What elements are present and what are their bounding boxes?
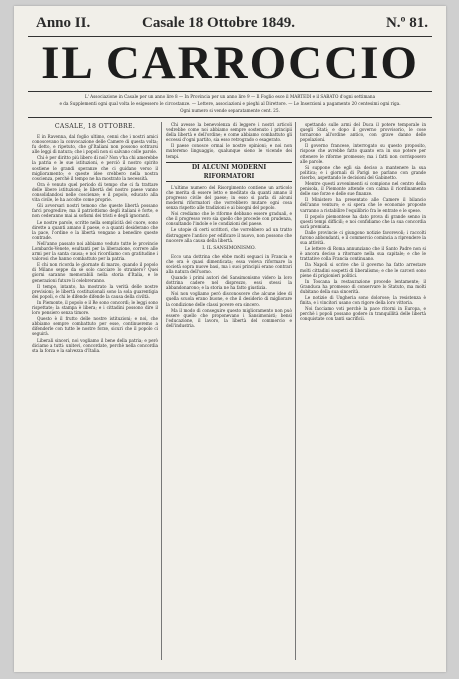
column-heading: CASALE, 18 OTTOBRE. [54, 123, 136, 130]
paragraph: Il paese conosce ormai le nostre opinioni; e noi non muteremo linguaggio, qualunque sieno le vicende dei tempi. [166, 143, 292, 159]
newspaper-page [14, 6, 446, 672]
paragraph: Chi avesse la benevolenza di leggere i nostri articoli vedrebbe come noi abbiamo sempre sostenuto i principii della libertà e dell'ordine; e come abbiamo combattuto gli eccessi d'ogni partito, sia esso retrogrado o esagerato. [166, 122, 292, 143]
subscription-notice-line1: L' Associazione in Casale per un anno lire 8 — In Provincia per un anno lire 9 — Il Foglio esce il MARTEDI e il SABATO d'ogni settimana [84, 94, 376, 99]
paragraph: Si suppone che egli sia deciso a mantenere la sua politica; e i giornali di Parigi ne parlano con grande riserbo, aspettando le decisioni del Gabinetto. [300, 164, 426, 180]
article-column-1 [32, 122, 158, 660]
paragraph: Ora è venuto quel periodo di tempo che ci fa trattare delle libere istituzioni; le libertà del nostro paese vanno consolidandosi nelle coscienze; e il popolo, educato alla vita civile, le ha accolte come proprie. [32, 181, 158, 203]
issue-dateline: Casale 18 Ottobre 1849. [142, 15, 296, 31]
paragraph: Ecco una dottrina che ebbe molti seguaci in Francia e che ora è quasi dimenticata; essa voleva riformare la società sopra nuove basi, ma i suoi principii erano contrari alla natura dell'uomo. [166, 253, 292, 274]
article-column-2 [166, 122, 292, 660]
paragraph: Il tempo, intanto, ha mostrato la verità delle nostre previsioni; le libertà costituzionali sono la sola guarentigia dei popoli, e chi le difende difende la causa della civiltà. [32, 283, 158, 299]
paragraph: Questo è il frutto delle nostre istituzioni; e noi, che abbiamo sempre combattuto per esse, continueremo a difenderle con tutte le nostre forze, sicuri che il popolo ci seguirà. [32, 316, 158, 337]
paragraph: Il popolo piemontese ha dato prova di grande senno in questi tempi difficili; e noi confidiamo che la sua concordia sarà premiata. [300, 213, 426, 229]
paragraph: Liberali sinceri, noi vogliamo il bene della patria; e però diciamo a tutti: unitevi, concordate, perchè nella concordia sta la forza e la salvezza d'Italia. [32, 337, 158, 353]
paragraph: Il governo francese, interrogato su questo proposito, rispose che avrebbe fatto quanto era in suo potere per ottenere le riforme promesse; ma i fatti non corrisposero alle parole. [300, 143, 426, 164]
paragraph: Noi facciamo voti perchè la pace ritorni in Europa, e perchè i popoli possano godere in tranquillità delle libertà conquistate con tanti sacrificii. [300, 306, 426, 322]
paragraph: Mentre questi avvenimenti si compiono nel centro della penisola, il Piemonte attende con calma il riordinamento delle sue forze e delle sue finanze. [300, 181, 426, 197]
paragraph: L'ultimo numero del Risorgimento contiene un articolo che merita di essere letto e meditato da quanti amano il progresso civile del paese; in esso si parla di alcuni moderni riformatori che vorrebbero mutare ogni cosa senza rispetto alle tradizioni e ai bisogni del popolo. [166, 184, 292, 211]
issue-number: N.º 81. [385, 15, 428, 31]
article-column-3 [300, 122, 426, 660]
paragraph: Le lettere di Roma annunziano che il Santo Padre non si è ancora deciso a ritornare nella sua capitale; e che le trattative colla Francia continuano. [300, 246, 426, 262]
paragraph: E chi non ricorda le giornate di marzo, quando il popolo di Milano seppe da sè solo cacciare lo straniero? Quei giorni saranno memorabili nella storia d'Italia, e le generazioni future li celebreranno. [32, 262, 158, 283]
paragraph: Nell'anno passato noi abbiamo veduto tutte le provincie Lombardo-Venete, esultanti per la liberazione, correre alle armi per la santa causa; e noi ricordiamo con gratitudine i valorosi che hanno combattuto per la patria. [32, 240, 158, 262]
paragraph: Le utopie di certi scrittori, che vorrebbero ad un tratto distruggere l'antico per edificare il nuovo, non possono che nuocere alla causa della libertà. [166, 227, 292, 243]
paragraph: Le nostre parole, scritte nella semplicità del cuore, sono dirette a quanti amano il paese, e a quanti desiderano che la pace, l'ordine e la libertà vengano a benedire queste contrade. [32, 219, 158, 240]
section-subhead: I. IL SANSIMONISMO. [202, 245, 256, 251]
paragraph: Noi non vogliamo però disconoscere che alcune idee di quella scuola erano buone, e che il desiderio di migliorare la condizione delle classi povere era sincero. [166, 291, 292, 307]
paragraph: E in Ravenna, dal foglio ultimo, cenni che i nostri amici conoscevano la convocazione delle Camere di questa volta; fu detto, e ripetuto, che gl'Italiani non possono sottrarsi alle leggi di natura; che i popoli non si salvano colle parole. [32, 134, 158, 155]
paragraph: Quando i primi autori del Sansimonismo videro la loro dottrina cadere nel disprezzo, essi stessi la abbandonarono; e la storia ne ha fatto giustizia. [166, 275, 292, 291]
masthead-rule [28, 91, 432, 92]
paragraph: Dalle provincie ci giungono notizie favorevoli; i raccolti furono abbondanti, e il commercio comincia a riprendere la sua attività. [300, 229, 426, 246]
paragraph: Chi è per diritto più libero di noi? Non v'ha chi amerebbe la patria e le sue istituzioni, e perciò il nostro spirito sostiene le grandi speranze che ci guidano verso il miglioramento; e queste idee crebbero nella nostra coscienza, perchè il tempo ne ha mostrato la necessità. [32, 155, 158, 181]
paragraph: spettando sulle armi del Duca il potere temporale in quegli Stati; e dopo il governo provvisorio, le cose tornarono all'ordine antico, con grave danno delle popolazioni. [300, 122, 426, 143]
paragraph: Le notizie di Ungheria sono dolorose; la resistenza è finita, e i vincitori usano con rigore della loro vittoria. [300, 295, 426, 306]
paragraph: In Toscana la restaurazione procede lentamente; il Granduca ha promesso di conservare lo Statuto, ma molti dubitano della sua sincerità. [300, 278, 426, 294]
paragraph: Gli avversari nostri temono che queste libertà possano farci progredire; ma il patriottismo degli italiani è forte, e non cederanno mai ai sofismi dei tristi e degli ignoranti. [32, 203, 158, 219]
subscription-notice-line3: Ogni numero si vende separatamente cent. 25. [180, 108, 280, 113]
masthead-title: IL CARROCCIO [41, 37, 419, 89]
issue-year: Anno II. [36, 15, 91, 31]
paragraph: Da Napoli si scrive che il governo ha fatto arrestare molti cittadini sospetti di liberalismo; e che le carceri sono piene di prigionieri politici. [300, 262, 426, 278]
section-banner: DI ALCUNI MODERNI RIFORMATORI [166, 162, 292, 182]
paragraph: Il Ministero ha presentato alle Camere il bilancio dell'anno venturo; e si spera che le economie proposte varranno a ristabilire l'equilibrio fra le entrate e le spese. [300, 197, 426, 213]
paragraph: In Piemonte, il popolo e il Re sono concordi; le leggi sono rispettate; la stampa è libera; e i cittadini possono dire il loro pensiero senza timore. [32, 299, 158, 316]
column-divider [161, 122, 162, 660]
paragraph: Ma il modo di conseguire questo miglioramento non può essere quello che proponevano i Sansimonisti; bensì l'educazione, il lavoro, la libertà del commercio e dell'industria. [166, 307, 292, 328]
column-divider [295, 122, 296, 660]
paragraph: Noi crediamo che le riforme debbano essere graduali, e che il progresso vero sia quello che procede con prudenza, consultando l'indole e le condizioni del paese. [166, 211, 292, 227]
notice-rule [28, 117, 432, 118]
issue-line [36, 15, 428, 35]
subscription-notice-line2: e da Supplementi ogni qual volta le esigessero le circostanze. — Lettere, associazioni e pieghi al Direttore. — Le Inserzioni a pagamento 20 centesimi ogni riga. [59, 101, 401, 106]
